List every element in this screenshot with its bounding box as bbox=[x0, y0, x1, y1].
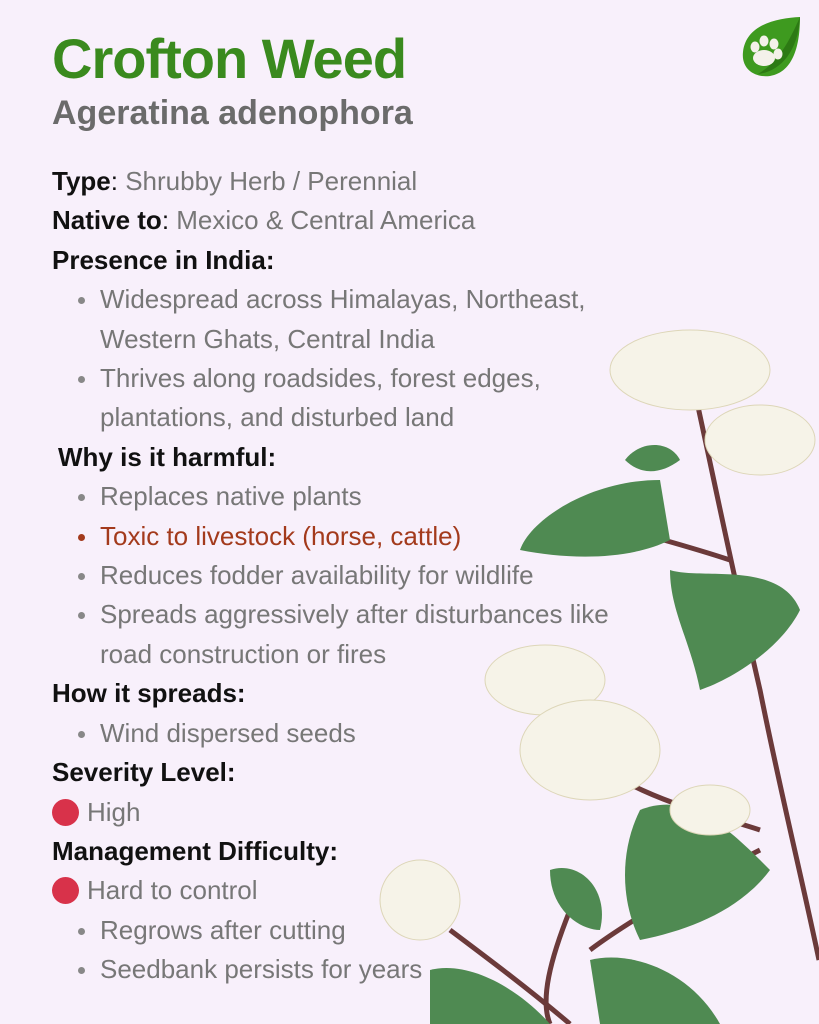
paw-leaf-logo-icon bbox=[738, 14, 804, 80]
type-row: Type: Shrubby Herb / Perennial bbox=[52, 166, 418, 196]
list-item: Wind dispersed seeds bbox=[100, 714, 672, 753]
native-value: Mexico & Central America bbox=[176, 205, 476, 236]
scientific-name: Ageratina adenophora bbox=[52, 94, 413, 132]
red-circle-icon bbox=[52, 799, 79, 826]
spread-heading: How it spreads: bbox=[52, 678, 246, 709]
list-item: Seedbank persists for years bbox=[100, 950, 672, 989]
spread-list bbox=[52, 714, 672, 753]
native-label: Native to bbox=[52, 205, 162, 236]
presence-heading: Presence in India: bbox=[52, 244, 275, 275]
list-item-highlight: Toxic to livestock (horse, cattle) bbox=[100, 517, 672, 556]
list-item: Regrows after cutting bbox=[100, 911, 672, 950]
list-item: Spreads aggressively after disturbances like road construction or fires bbox=[100, 595, 620, 674]
native-row: Native to: Mexico & Central America bbox=[52, 205, 476, 236]
type-value: Shrubby Herb / Perennial bbox=[125, 166, 418, 196]
severity-value: High bbox=[87, 796, 141, 827]
management-heading: Management Difficulty: bbox=[52, 835, 339, 866]
list-item: Reduces fodder availability for wildlife bbox=[100, 556, 672, 595]
type-label: Type bbox=[52, 166, 111, 196]
harmful-list bbox=[52, 477, 672, 674]
red-circle-icon bbox=[52, 877, 79, 904]
fact-list bbox=[52, 162, 672, 990]
page-title: Crofton Weed bbox=[52, 27, 407, 90]
presence-list bbox=[52, 280, 672, 438]
management-list bbox=[52, 911, 672, 990]
harmful-heading: Why is it harmful: bbox=[58, 441, 277, 472]
list-item: Replaces native plants bbox=[100, 477, 672, 516]
list-item: Widespread across Himalayas, Northeast, Western Ghats, Central India bbox=[100, 280, 640, 359]
severity-row bbox=[52, 793, 672, 832]
management-value: Hard to control bbox=[87, 875, 258, 906]
management-row bbox=[52, 871, 672, 910]
list-item: Thrives along roadsides, forest edges, plantations, and disturbed land bbox=[100, 359, 600, 438]
severity-heading: Severity Level: bbox=[52, 757, 236, 788]
